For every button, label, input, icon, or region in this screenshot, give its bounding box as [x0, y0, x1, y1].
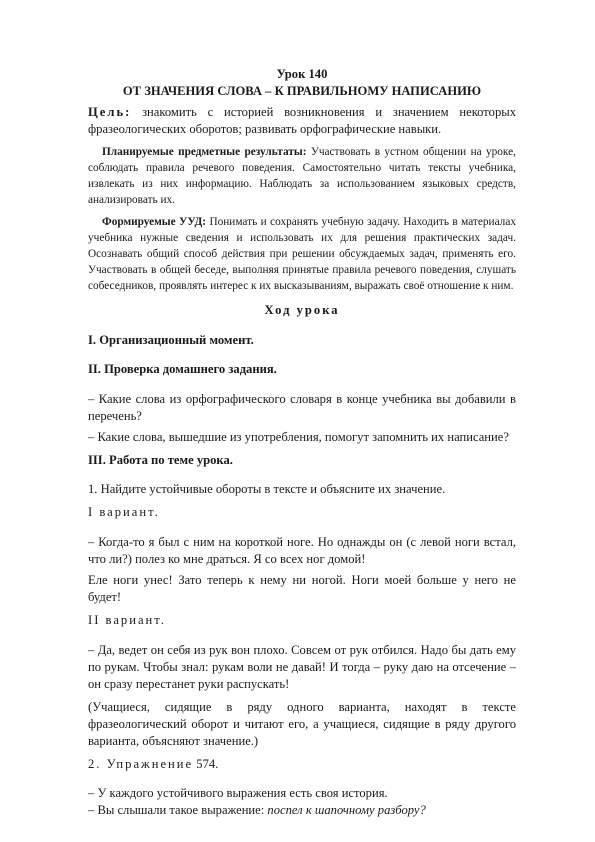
course-heading: Ход урока: [264, 303, 340, 317]
question-2: – Какие слова, вышедшие из употребления, помогут запомнить их написание?: [88, 429, 509, 444]
task-1: 1. Найдите устойчивые обороты в тексте и объясните их значение.: [88, 482, 446, 497]
uud-text: Понимать и сохранять учебную задачу. Находить в материалах учебника нужные сведения и использовать их для решения практических задач. Осознавать общий способ действия при решении обсуждаемых задач, применять его. Участвовать в общей беседе, выполняя принятые правила речевого поведения, слушать собеседников, проявлять интерес к их высказываниям, выражать своё отношение к ним.: [88, 216, 516, 292]
goal-label: Цель:: [88, 105, 132, 119]
variant-1-paragraph-1: – Когда-то я был с ним на короткой ноге. Но однажды он (с левой ноги встал, что ли?) полез ко мне драться. Я со всех ног домой!: [88, 534, 516, 566]
expression-line: [88, 802, 516, 819]
lesson-title: ОТ ЗНАЧЕНИЯ СЛОВА – К ПРАВИЛЬНОМУ НАПИСАНИЮ: [122, 84, 482, 98]
exercise-number: 574.: [193, 756, 219, 771]
variant-2-label: II вариант.: [88, 612, 166, 627]
variant-2-paragraph-1: – Да, ведет он себя из рук вон плохо. Совсем от рук отбился. Надо бы дать ему по рукам. Чтобы знал: рукам воли не давай! И тогда – руку даю на отсечение – он сразу перестанет руки распускать!: [88, 642, 516, 691]
expression-italic: поспел к шапочному разбору?: [267, 803, 426, 818]
planned-results-paragraph: [88, 144, 516, 208]
exercise-label: 2. Упражнение: [88, 756, 194, 771]
teacher-note: (Учащиеся, сидящие в ряду одного варианта, находят в тексте фразеологический оборот и читают его, а учащиеся, сидящие в ряду другого варианта, объясняют значение.): [88, 699, 516, 748]
variant-1-label: I вариант.: [88, 505, 160, 520]
question-1: – Какие слова из орфографического словаря в конце учебника вы добавили в перечень?: [88, 391, 516, 423]
uud-paragraph: [88, 214, 516, 294]
lesson-page: [88, 64, 516, 819]
goal-text: знакомить с историей возникновения и значением некоторых фразеологических оборотов; развивать орфографические навыки.: [88, 105, 516, 136]
expression-text: – Вы слышали такое выражение:: [88, 803, 268, 818]
goal-paragraph: [88, 104, 516, 138]
section-org-moment: I. Организационный момент.: [88, 332, 254, 347]
planned-results-text: Участвовать в устном общении на уроке, соблюдать правила речевого поведения. Самостоятельно читать тексты учебника, извлекать из них информацию. Наблюдать за использованием языковых средств, анализировать их.: [88, 146, 516, 206]
planned-results-label: Планируемые предметные результаты:: [102, 146, 307, 158]
lesson-number: Урок 140: [276, 67, 328, 81]
variant-1-paragraph-2: Еле ноги унес! Зато теперь к нему ни ногой. Ноги моей больше у него не будет!: [88, 572, 516, 604]
history-line: – У каждого устойчивого выражения есть своя история.: [88, 786, 388, 801]
exercise-line: [88, 756, 516, 773]
uud-label: Формируемые УУД:: [102, 216, 207, 228]
section-lesson-topic: III. Работа по теме урока.: [88, 452, 233, 467]
section-homework-check: II. Проверка домашнего задания.: [88, 362, 277, 377]
